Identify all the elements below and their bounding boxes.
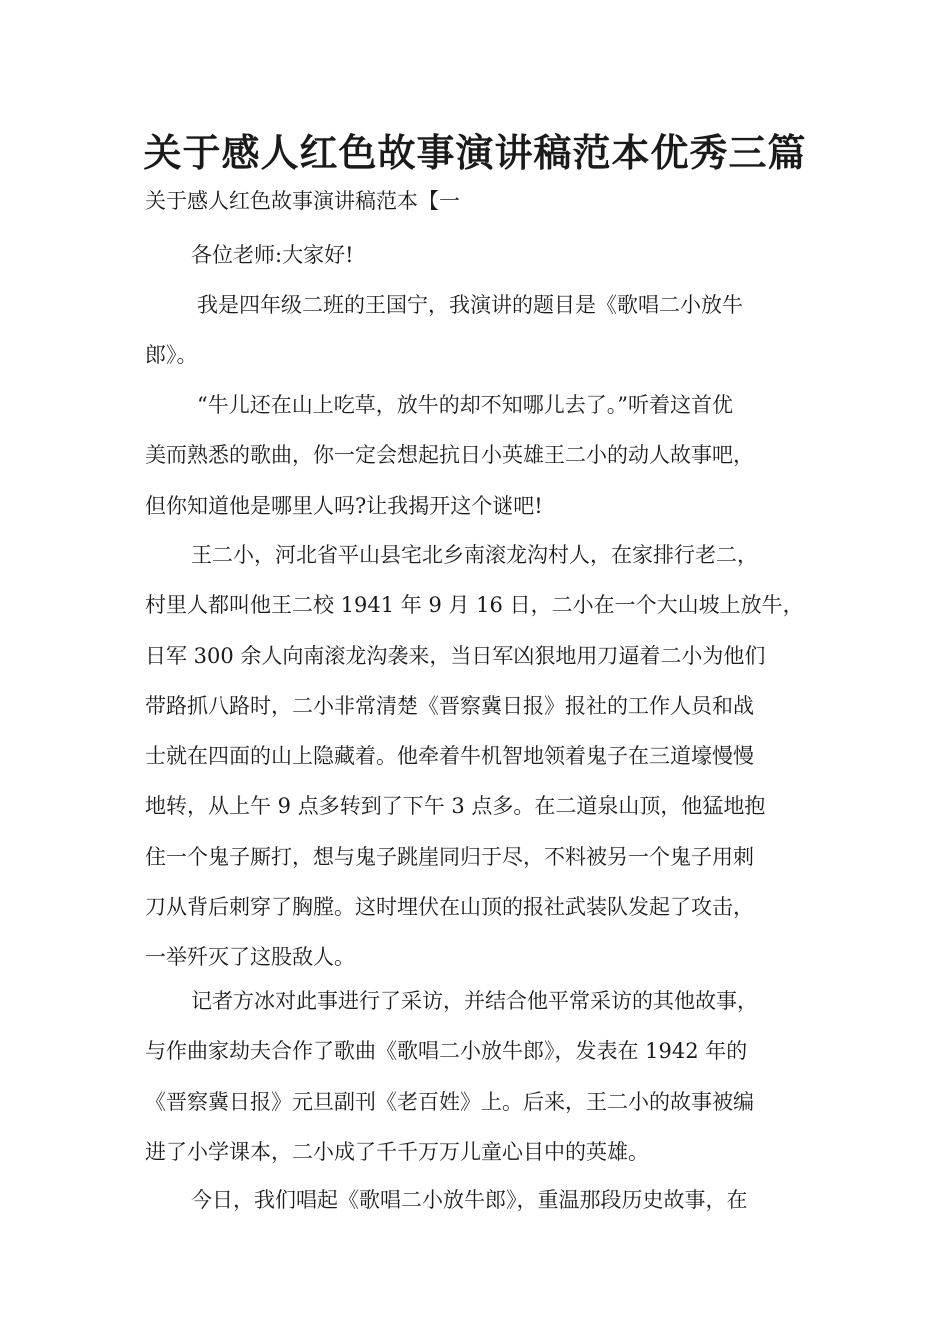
text-line: 日军 300 余人向南滚龙沟袭来，当日军凶狠地用刀逼着二小为他们 <box>145 643 766 668</box>
paragraph-today <box>145 1175 815 1225</box>
text-line: 王二小，河北省平山县宅北乡南滚龙沟村人，在家排行老二， <box>191 543 758 567</box>
section-heading: 关于感人红色故事演讲稿范本【一 <box>145 189 460 213</box>
text-line: “牛儿还在山上吃草，放牛的却不知哪儿去了。”听着这首优 <box>197 393 733 417</box>
text-line: 记者方冰对此事进行了采访，并结合他平常采访的其他故事， <box>191 989 758 1013</box>
text-line: 今日，我们唱起《歌唱二小放牛郎》，重温那段历史故事，在 <box>191 1188 748 1212</box>
text-line: 士就在四面的山上隐藏着。他牵着牛机智地领着鬼子在三道壕慢慢 <box>145 744 754 769</box>
text-line: 刀从背后刺穿了胸膛。这时埋伏在山顶的报社武装队发起了攻击， <box>145 895 754 920</box>
text-line: 美而熟悉的歌曲，你一定会想起抗日小英雄王二小的动人故事吧， <box>145 443 754 468</box>
document-title: 关于感人红色故事演讲稿范本优秀三篇 <box>143 131 807 175</box>
text-line: 但你知道他是哪里人吗?让我揭开这个谜吧! <box>145 493 543 518</box>
text-line: 一举歼灭了这股敌人。 <box>145 945 355 970</box>
text-line: 我是四年级二班的王国宁，我演讲的题目是《歌唱二小放牛 <box>197 293 743 317</box>
text-line: 《晋察冀日报》元旦副刊《老百姓》上。后来，王二小的故事被编 <box>145 1089 754 1114</box>
text-line: 各位老师:大家好! <box>191 243 354 267</box>
text-line: 与作曲家劫夫合作了歌曲《歌唱二小放牛郎》，发表在 1942 年的 <box>145 1039 748 1064</box>
paragraph-story <box>145 530 815 983</box>
text-line: 进了小学课本，二小成了千千万万儿童心目中的英雄。 <box>145 1139 649 1164</box>
paragraph-intro <box>145 280 815 381</box>
paragraph-song <box>145 380 815 531</box>
text-line: 地转，从上午 9 点多转到了下午 3 点多。在二道泉山顶，他猛地抱 <box>145 794 766 819</box>
text-line: 村里人都叫他王二校 1941 年 9 月 16 日，二小在一个大山坡上放牛， <box>145 593 804 618</box>
paragraph-greeting <box>145 230 815 280</box>
text-line: 郎》。 <box>145 343 198 368</box>
text-line: 带路抓八路时，二小非常清楚《晋察冀日报》报社的工作人员和战 <box>145 693 754 718</box>
paragraph-reporter <box>145 976 815 1177</box>
text-line: 住一个鬼子厮打，想与鬼子跳崖同归于尽，不料被另一个鬼子用刺 <box>145 844 754 869</box>
